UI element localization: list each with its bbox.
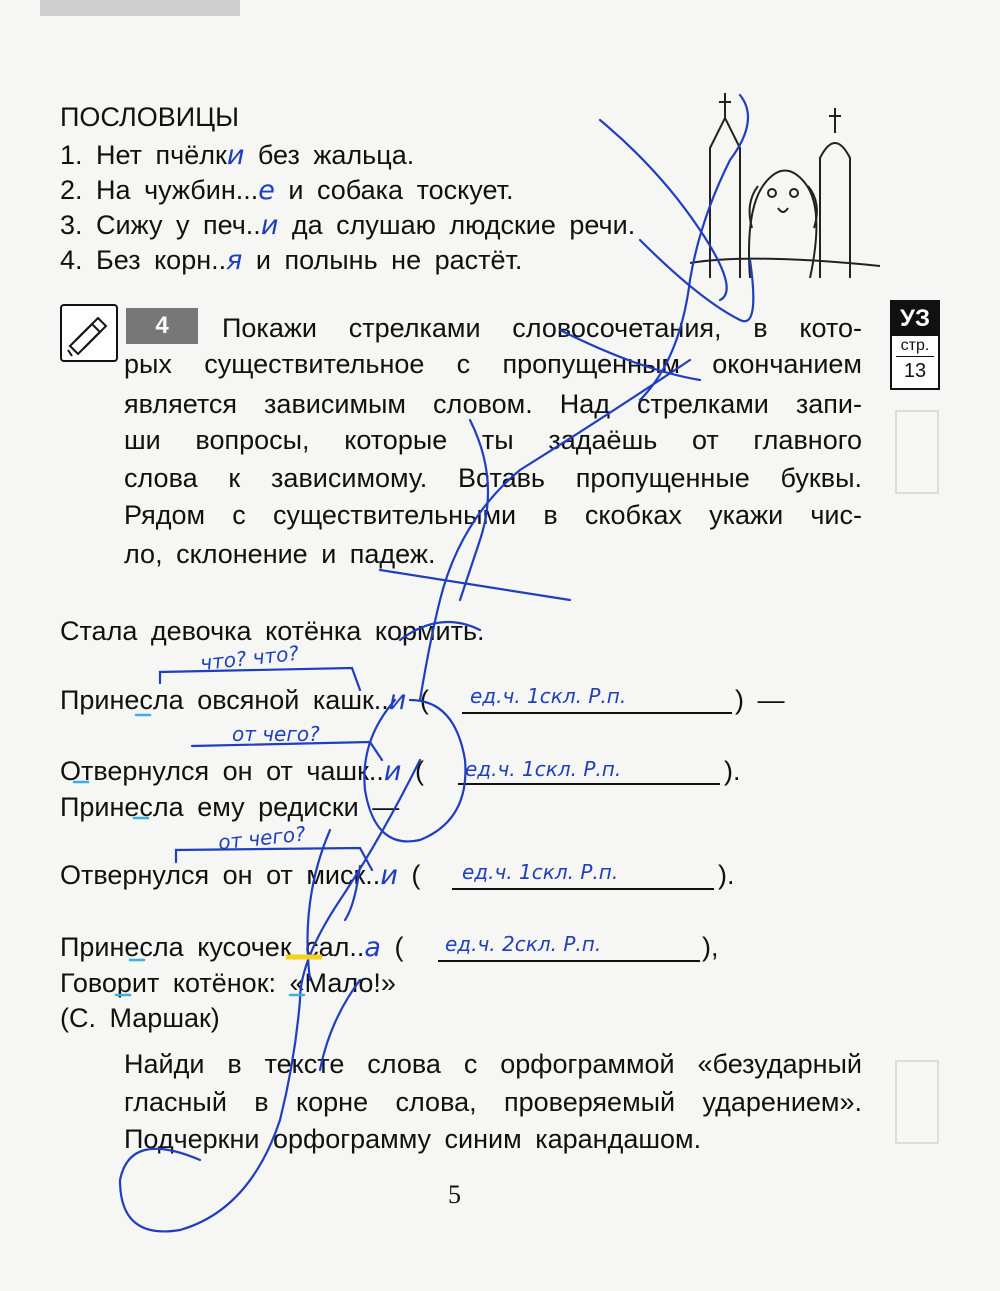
task-text-line-2: рых существительное с пропущенным окончанием: [124, 349, 862, 379]
case-answer-4: ед.ч. 2скл. Р.п.: [445, 932, 602, 956]
poem-line-5: Отвернулся он от миск..и (: [60, 860, 421, 891]
answer-line-1: [462, 712, 732, 714]
task2-line-1: Найди в тексте слова с орфограммой «безударный: [124, 1049, 862, 1079]
poem-line-6: Принесла кусочек сал..а (: [60, 932, 404, 963]
ghost-tab-1: [895, 410, 939, 494]
proverb-4: 4. Без корн..я и полынь не растёт.: [60, 245, 523, 276]
task-text-line-7: ло, склонение и падеж.: [124, 539, 436, 569]
ghost-tab-2: [895, 1060, 939, 1144]
case-answer-1: ед.ч. 1скл. Р.п.: [470, 684, 627, 708]
proverb-2: 2. На чужбин...е и собака тоскует.: [60, 175, 514, 206]
poem-line-1: Стала девочка котёнка кормить.: [60, 616, 485, 646]
answer-line-2: [458, 783, 720, 785]
task-text-line-6: Рядом с существительными в скобках укажи чис-: [124, 500, 862, 530]
side-tab-badge: УЗ: [892, 302, 938, 336]
poem-line-7: Говорит котёнок: «Мало!»: [60, 968, 396, 998]
poem-author: (С. Маршак): [60, 1003, 220, 1033]
church-dog-illustration: [690, 88, 880, 278]
poem-line-2-end: ) —: [735, 685, 785, 715]
top-scan-strip: [40, 0, 240, 16]
answer-line-3: [452, 888, 714, 890]
case-answer-3: ед.ч. 1скл. Р.п.: [462, 860, 619, 884]
task-text-line-4: ши вопросы, которые ты задаёшь от главного: [124, 425, 862, 455]
case-answer-2: ед.ч. 1скл. Р.п.: [465, 757, 622, 781]
task-number-badge: 4: [126, 308, 198, 344]
pencil-book-icon: [60, 304, 118, 362]
side-tab: [890, 300, 940, 390]
poem-line-3: Отвернулся он от чашк..и (: [60, 756, 424, 787]
poem-line-4: Принесла ему редиски —: [60, 792, 400, 822]
proverb-1: 1. Нет пчёлки без жальца.: [60, 140, 415, 171]
side-tab-label: стр.: [900, 337, 930, 354]
page-number: 5: [448, 1180, 461, 1209]
scribble-stroke-7: [380, 570, 570, 600]
side-tab-page: 13: [896, 356, 934, 385]
task-text-line-5: слова к зависимому. Вставь пропущенные буквы.: [124, 463, 862, 493]
poem-line-5-end: ).: [718, 860, 735, 890]
answer-line-4: [438, 960, 700, 962]
question-annotation-3: от чего?: [216, 821, 307, 855]
question-annotation-2: от чего?: [232, 722, 320, 746]
poem-line-6-end: ),: [702, 932, 719, 962]
question-annotation-1: что? что?: [199, 640, 300, 676]
task-text-line-3: является зависимым словом. Над стрелками запи-: [124, 389, 862, 419]
task2-line-3: Подчеркни орфограмму синим карандашом.: [124, 1124, 702, 1154]
task2-line-2: гласный в корне слова, проверяемый ударением».: [124, 1087, 862, 1117]
poem-line-2: Принесла овсяной кашк..и (: [60, 685, 429, 716]
page-title: ПОСЛОВИЦЫ: [60, 102, 240, 132]
task-text-line-1: Покажи стрелками словосочетания, в кото-: [222, 313, 862, 343]
proverb-3: 3. Сижу у печ..и да слушаю людские речи.: [60, 210, 636, 241]
poem-line-3-end: ).: [724, 756, 741, 786]
